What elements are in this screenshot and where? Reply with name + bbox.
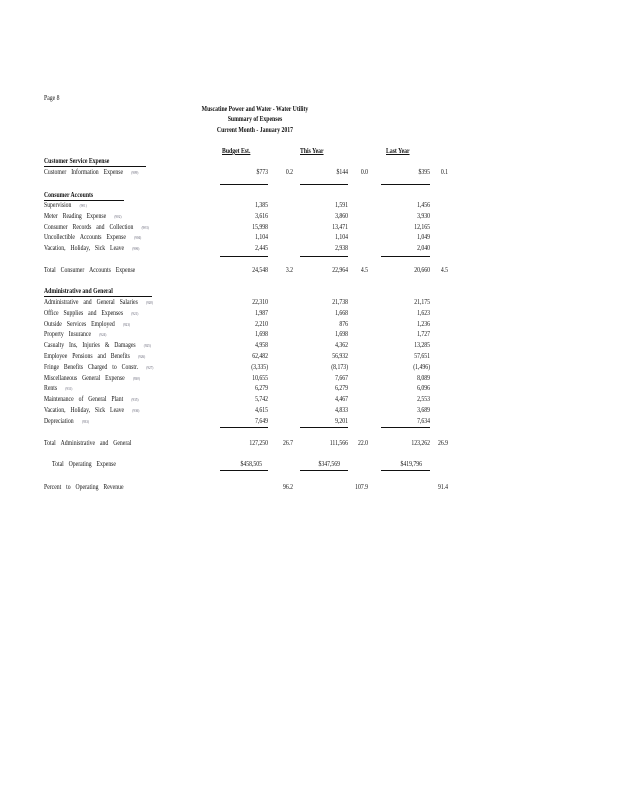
this-year-rule — [300, 256, 348, 257]
account-code: (933) — [81, 418, 89, 424]
value-budget: 4,958 — [255, 341, 268, 350]
value-this-year: $144 — [336, 168, 348, 176]
value-this-pct: 0.0 — [360, 168, 368, 176]
line-item: Supervision (901) — [44, 201, 87, 209]
account-code: (920) — [146, 300, 154, 305]
value-last-year: 1,236 — [417, 319, 430, 328]
line-item: Fringe Benefits Charged to Constr. (927) — [44, 362, 154, 371]
value-this-year: 9,201 — [335, 416, 348, 425]
value-budget: 1,987 — [255, 308, 268, 317]
value-this-year: 21,738 — [332, 298, 348, 306]
value-budget: 2,210 — [255, 319, 268, 328]
value-budget: 127,250 — [249, 439, 268, 447]
value-this-year: 1,698 — [335, 330, 348, 339]
value-this-year: 6,279 — [335, 384, 348, 393]
section-header-underline — [44, 296, 152, 297]
value-budget: 2,445 — [255, 244, 268, 253]
line-item: Rents (931) — [44, 384, 73, 393]
account-code: (923) — [122, 321, 131, 327]
value-budget: 4,615 — [255, 406, 268, 414]
value-this-year: 2,938 — [335, 244, 348, 253]
account-code: (921) — [131, 310, 139, 316]
total-row: Total Administrative and General — [44, 439, 132, 447]
value-last-year: 1,727 — [417, 330, 430, 339]
last-year-rule — [381, 470, 430, 471]
value-last-pct: 4.5 — [440, 266, 448, 274]
value-budget: 7,649 — [255, 416, 268, 425]
column-header-budget: Budget Est. — [222, 147, 251, 155]
value-last-year: 6,096 — [417, 384, 430, 393]
line-item: Casualty Ins, Injuries & Damages (925) — [44, 341, 151, 350]
value-budget: $458,505 — [240, 460, 262, 468]
value-budget: 24,548 — [252, 266, 268, 274]
line-item: Maintenance of General Plant (935) — [44, 395, 139, 404]
line-item: Employee Pensions and Benefits (926) — [44, 352, 146, 360]
value-this-year: 7,667 — [335, 373, 348, 382]
total-row: Total Consumer Accounts Expense — [44, 266, 136, 274]
line-item: Miscellaneous General Expense (930) — [44, 373, 140, 382]
account-code: (906) — [132, 246, 140, 252]
value-budget-pct: 26.7 — [282, 439, 293, 447]
value-last-year: 3,930 — [417, 211, 430, 220]
value-this-pct: 22.0 — [357, 439, 368, 447]
account-code: (901) — [79, 203, 87, 208]
this-year-rule — [300, 470, 348, 471]
line-item: Uncollectible Accounts Expense (904) — [44, 233, 142, 242]
value-last-year: 8,089 — [417, 373, 430, 382]
value-this-year: $347,569 — [318, 460, 340, 468]
value-last-pct: 0.1 — [440, 168, 448, 176]
line-item: Meter Reading Expense (902) — [44, 211, 122, 220]
page-label: Page 8 — [44, 94, 60, 102]
value-this-year: 111,566 — [329, 439, 348, 447]
line-item: Depreciation (933) — [44, 416, 89, 425]
report-subtitle: Summary of Expenses — [227, 115, 283, 123]
account-code: (931) — [65, 386, 73, 392]
account-code: (909) — [131, 170, 139, 175]
value-last-year: 12,165 — [414, 222, 430, 231]
value-last-pct: 26.9 — [437, 439, 448, 447]
value-budget: 6,279 — [255, 384, 268, 393]
value-last-year: 1,456 — [417, 201, 430, 209]
value-budget-pct: 0.2 — [285, 168, 293, 176]
section-header: Consumer Accounts — [44, 191, 94, 199]
value-this-year: 4,362 — [335, 341, 348, 350]
value-this-year: 4,467 — [335, 395, 348, 404]
account-code: (930) — [132, 375, 140, 381]
budget-rule — [220, 256, 268, 257]
value-budget: 15,998 — [252, 222, 268, 231]
value-budget: 3,616 — [255, 211, 268, 220]
value-this-year: 1,591 — [335, 201, 348, 209]
column-header-this-year: This Year — [300, 147, 324, 155]
value-this-pct: 4.5 — [360, 266, 368, 274]
account-code: (902) — [114, 213, 122, 219]
value-last-year: $419,796 — [400, 460, 422, 468]
account-code: (935) — [131, 397, 139, 403]
budget-rule — [220, 470, 268, 471]
value-last-year: 1,623 — [417, 308, 430, 317]
line-item: Outside Services Employed (923) — [44, 319, 131, 328]
report-title: Muscatine Power and Water - Water Utility — [201, 105, 309, 113]
value-last-year: 21,175 — [414, 298, 430, 306]
value-last-pct: 91.4 — [437, 483, 448, 491]
budget-rule — [220, 184, 268, 185]
value-budget-pct: 96.2 — [282, 483, 293, 491]
last-year-rule — [381, 256, 430, 257]
account-code: (924) — [99, 332, 107, 338]
value-this-year: 876 — [339, 319, 348, 328]
account-code: (925) — [143, 343, 151, 349]
percent-revenue-row: Percent to Operating Revenue — [44, 483, 124, 491]
value-budget: 10,655 — [252, 373, 268, 382]
account-code: (904) — [134, 235, 142, 241]
value-this-pct: 107.9 — [355, 483, 368, 491]
value-last-year: 3,689 — [417, 406, 430, 414]
total-operating-row: Total Operating Expense — [52, 460, 116, 468]
account-code: (927) — [146, 364, 154, 370]
budget-rule — [220, 427, 268, 428]
last-year-rule — [381, 427, 430, 428]
value-budget-pct: 3.2 — [285, 266, 293, 274]
value-last-year: 2,553 — [417, 395, 430, 404]
value-this-year: 22,964 — [332, 266, 348, 274]
value-budget: 5,742 — [255, 395, 268, 404]
value-last-year: 7,634 — [417, 416, 430, 425]
value-last-year: 57,651 — [414, 352, 430, 360]
report-period: Current Month - January 2017 — [216, 126, 294, 134]
value-budget: 62,482 — [252, 352, 268, 360]
section-header: Administrative and General — [44, 287, 113, 295]
line-item: Office Supplies and Expenses (921) — [44, 308, 139, 317]
value-budget: 1,104 — [255, 233, 268, 242]
value-this-year: 4,833 — [335, 406, 348, 414]
line-item: Consumer Records and Collection (903) — [44, 222, 149, 231]
value-this-year: 1,104 — [335, 233, 348, 242]
line-item: Property Insurance (924) — [44, 330, 107, 339]
value-last-year: $395 — [418, 168, 430, 176]
line-item: Vacation, Holiday, Sick Leave (906) — [44, 244, 140, 253]
value-this-year: 56,932 — [332, 352, 348, 360]
line-item: Administrative and General Salaries (920) — [44, 298, 154, 306]
account-code: (926) — [138, 354, 146, 359]
value-last-year: 2,040 — [417, 244, 430, 253]
value-this-year: 1,668 — [335, 308, 348, 317]
value-last-year: 20,660 — [414, 266, 430, 274]
line-item: Customer Information Expense (909) — [44, 168, 139, 176]
value-last-year: 13,285 — [414, 341, 430, 350]
column-header-last-year: Last Year — [386, 147, 410, 155]
account-code: (903) — [141, 224, 149, 230]
section-header-underline — [44, 166, 146, 167]
this-year-rule — [300, 427, 348, 428]
value-this-year: (8,173) — [331, 362, 348, 371]
value-this-year: 3,860 — [335, 211, 348, 220]
value-budget: 1,698 — [255, 330, 268, 339]
value-last-year: 123,262 — [411, 439, 430, 447]
value-last-year: (1,496) — [413, 362, 430, 371]
value-budget: (3,335) — [251, 362, 268, 371]
this-year-rule — [300, 184, 348, 185]
value-this-year: 13,471 — [332, 222, 348, 231]
section-header: Customer Service Expense — [44, 157, 110, 165]
value-budget: 22,310 — [252, 298, 268, 306]
last-year-rule — [381, 184, 430, 185]
value-budget: $773 — [256, 168, 268, 176]
value-budget: 1,385 — [255, 201, 268, 209]
line-item: Vacation, Holiday, Sick Leave (936) — [44, 406, 140, 414]
value-last-year: 1,049 — [417, 233, 430, 242]
account-code: (936) — [132, 408, 140, 413]
